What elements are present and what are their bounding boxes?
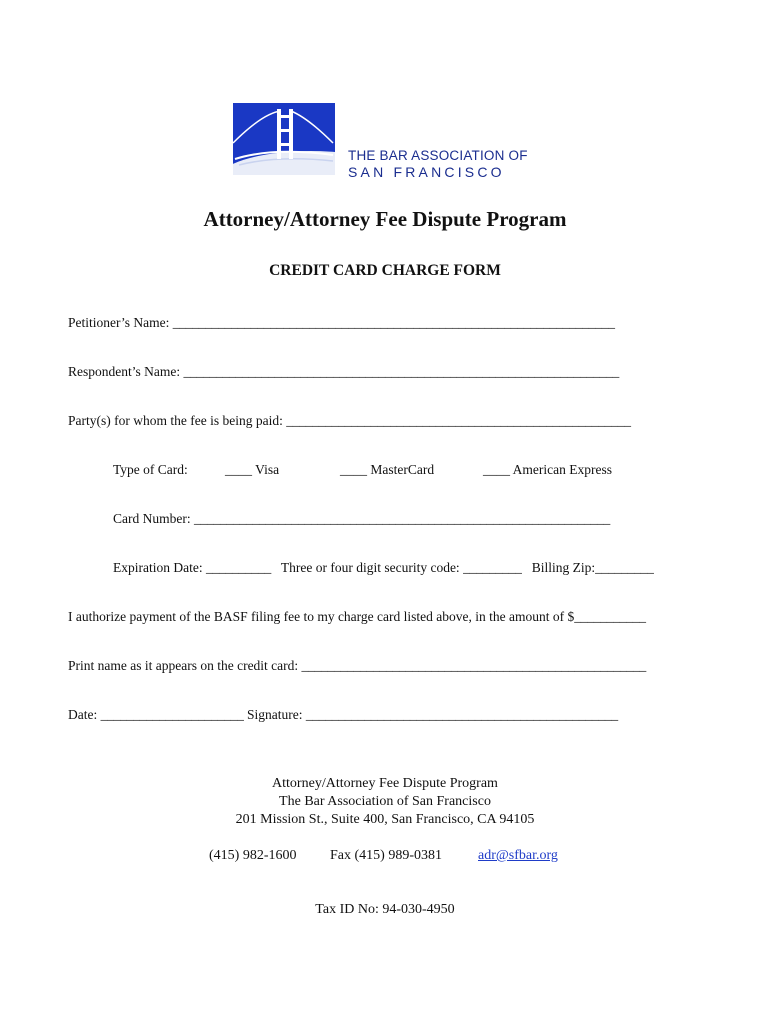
paying-party-field[interactable]: _____________________________________________________ — [286, 413, 631, 428]
billing-zip-field[interactable]: _________ — [595, 560, 654, 575]
petitioner-name-label: Petitioner’s Name: — [68, 315, 170, 330]
expiration-date-label: Expiration Date: — [113, 560, 203, 575]
footer-organization: The Bar Association of San Francisco — [279, 794, 491, 809]
card-type-visa[interactable]: ____ Visa — [225, 462, 280, 477]
security-code-field[interactable]: _________ — [463, 560, 522, 575]
footer-program-name: Attorney/Attorney Fee Dispute Program — [272, 776, 498, 791]
paying-party-row — [68, 413, 631, 429]
footer-email-link[interactable]: adr@sfbar.org — [478, 848, 558, 863]
print-name-label: Print name as it appears on the credit card: — [68, 658, 299, 673]
respondent-name-row — [68, 364, 619, 380]
card-type-label: Type of Card: — [113, 462, 188, 477]
date-label: Date: — [68, 707, 98, 722]
card-type-mastercard[interactable]: ____ MasterCard — [340, 462, 435, 477]
print-name-row — [68, 658, 646, 674]
signature-label: Signature: — [247, 707, 303, 722]
footer-tax-id: Tax ID No: 94-030-4950 — [315, 902, 455, 917]
petitioner-name-row — [68, 315, 615, 331]
card-number-row — [113, 511, 610, 527]
expiration-date-field[interactable]: __________ — [205, 560, 271, 575]
date-field[interactable]: ______________________ — [100, 707, 244, 722]
page-title: Attorney/Attorney Fee Dispute Program — [203, 207, 567, 231]
signature-field[interactable]: ________________________________________________ — [305, 707, 618, 722]
expiration-row — [113, 560, 654, 576]
authorization-amount-field[interactable]: ___________ — [574, 609, 646, 624]
security-code-label: Three or four digit security code: — [280, 560, 460, 575]
footer-address: 201 Mission St., Suite 400, San Francisco, CA 94105 — [235, 812, 535, 827]
card-number-label: Card Number: — [113, 511, 191, 526]
logo-text-line2: SAN FRANCISCO — [348, 164, 505, 180]
card-number-field[interactable]: ________________________________________________________________ — [193, 511, 610, 526]
authorization-row — [68, 609, 646, 625]
footer-fax: Fax (415) 989-0381 — [330, 848, 442, 863]
billing-zip-label: Billing Zip: — [531, 560, 596, 575]
bar-association-logo — [233, 103, 543, 183]
golden-gate-bridge-icon — [233, 103, 335, 175]
authorization-text: I authorize payment of the BASF filing fee to my charge card listed above, in the amount of $ — [68, 609, 575, 624]
footer-phone: (415) 982-1600 — [209, 848, 297, 863]
logo-text-line1: THE BAR ASSOCIATION OF — [348, 148, 528, 163]
card-type-amex[interactable]: ____ American Express — [483, 462, 612, 477]
petitioner-name-field[interactable]: ____________________________________________________________________ — [172, 315, 615, 330]
date-signature-row — [68, 707, 618, 723]
respondent-name-field[interactable]: ___________________________________________________________________ — [183, 364, 619, 379]
print-name-field[interactable]: _____________________________________________________ — [301, 658, 647, 673]
respondent-name-label: Respondent’s Name: — [68, 364, 181, 379]
paying-party-label: Party(s) for whom the fee is being paid: — [68, 413, 283, 428]
form-title: CREDIT CARD CHARGE FORM — [269, 262, 501, 279]
